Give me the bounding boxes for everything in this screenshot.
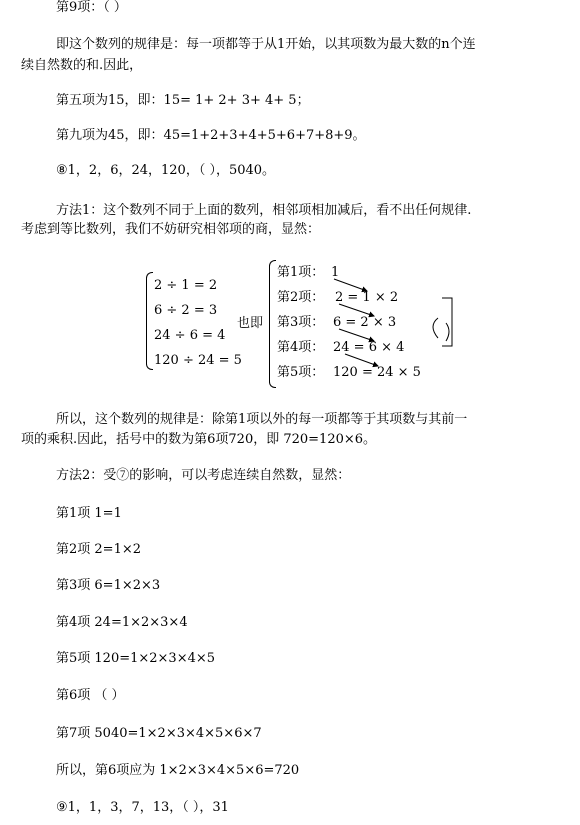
problem-8-sequence: ⑧1，2，6，24，120，（ ），5040。 xyxy=(56,163,276,178)
term-value: 2 = 1 × 2 xyxy=(335,290,399,305)
conclusion-text: 所以，第6项应为 1×2×3×4×5×6=720 xyxy=(56,763,300,778)
term-value: 24 = 6 × 4 xyxy=(333,340,405,355)
arrow-line xyxy=(339,304,374,316)
paragraph-text: 方法1：这个数列不同于上面的数列，相邻项相加减后，看不出任何规律. xyxy=(56,203,472,218)
paragraph-text: 第五项为15，即：15= 1+ 2+ 3+ 4+ 5； xyxy=(56,93,310,108)
paragraph-text: 项的乘积.因此，括号中的数为第6项720，即 720=120×6。 xyxy=(21,432,377,447)
term-line: 第1项 1=1 xyxy=(56,506,122,521)
term-line: 第6项 （ ） xyxy=(56,688,125,703)
arrow-line xyxy=(334,279,367,291)
term-line: 第5项 120=1×2×3×4×5 xyxy=(56,651,216,666)
term-label: 第5项： xyxy=(277,365,325,380)
term-label: 第1项： xyxy=(277,265,325,280)
term-line: 第2项 2=1×2 xyxy=(56,542,142,557)
arrow-line xyxy=(345,354,378,366)
term-label: 第2项： xyxy=(277,290,325,305)
ratio-equation: 120 ÷ 24 = 5 xyxy=(154,353,242,368)
ratio-equation: 2 ÷ 1 = 2 xyxy=(154,278,218,293)
term-line: 第7项 5040=1×2×3×4×5×6×7 xyxy=(56,726,262,741)
term-value: 1 xyxy=(331,265,340,280)
side-curve xyxy=(446,323,449,341)
term-label: 第4项： xyxy=(277,340,325,355)
paragraph-text: 所以，这个数列的规律是：除第1项以外的每一项都等于其项数与其前一 xyxy=(56,412,468,427)
term-label: 第3项： xyxy=(277,315,325,330)
paragraph-text: 考虑到等比数列，我们不妨研究相邻项的商，显然： xyxy=(21,222,321,237)
ratio-equation: 24 ÷ 6 = 4 xyxy=(154,328,226,343)
ratio-equation: 6 ÷ 2 = 3 xyxy=(154,303,218,318)
term-value: 120 = 24 × 5 xyxy=(333,365,421,380)
term-value: 6 = 2 × 3 xyxy=(333,315,397,330)
paragraph-text: 即这个数列的规律是：每一项都等于从1开始，以其项数为最大数的n个连 xyxy=(56,37,476,52)
term-line: 第3项 6=1×2×3 xyxy=(56,578,161,593)
paragraph-text: 第九项为45，即：45=1+2+3+4+5+6+7+8+9。 xyxy=(56,128,366,143)
side-curve xyxy=(433,318,438,338)
connector-text: 也即 xyxy=(237,316,264,331)
item-9-header: 第9项：（ ） xyxy=(56,0,127,15)
term-line: 第4项 24=1×2×3×4 xyxy=(56,615,188,630)
paragraph-text: 续自然数的和.因此， xyxy=(21,58,143,73)
problem-9-sequence: ⑨1，1，3，7，13，（ ），31 xyxy=(56,800,229,815)
paragraph-text: 方法2：受⑦的影响，可以考虑连续自然数，显然： xyxy=(56,468,351,483)
arrow-line xyxy=(339,329,374,341)
